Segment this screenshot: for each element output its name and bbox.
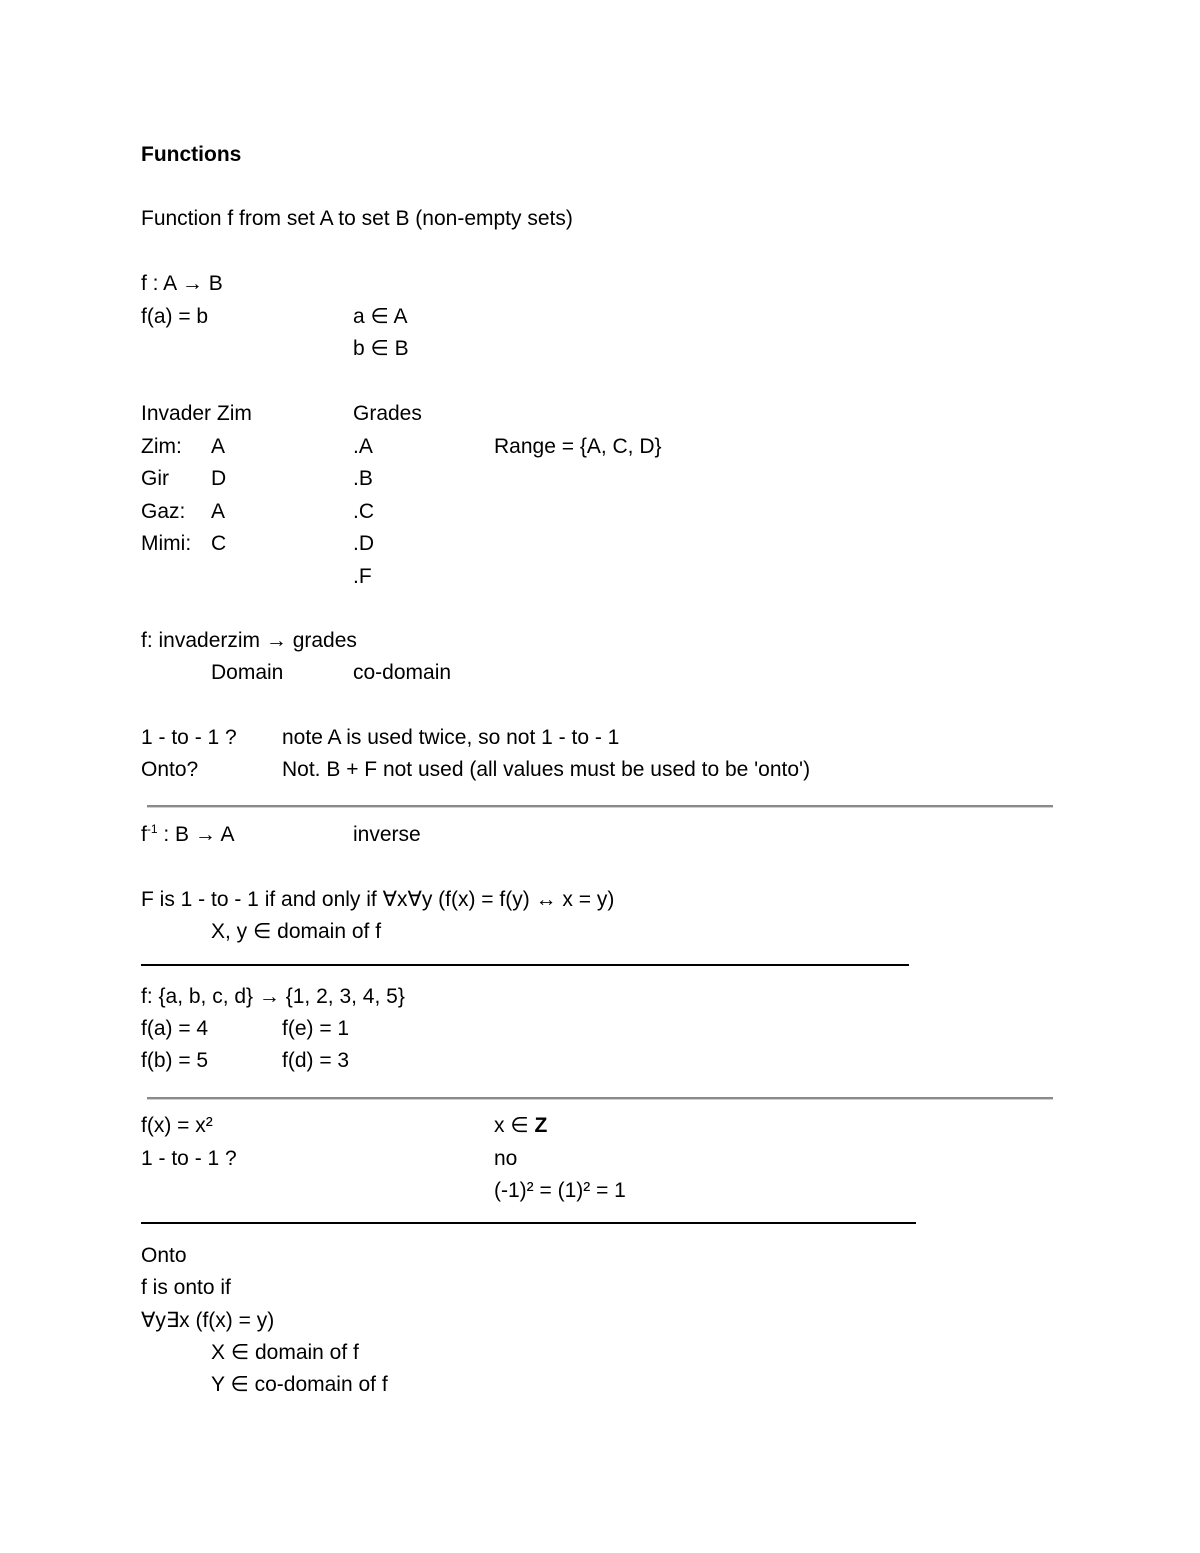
row-grade: A [211, 435, 226, 458]
codomain-item: .F [353, 565, 372, 588]
square-function: f(x) = x² [141, 1114, 213, 1137]
one-to-one-question: 1 - to - 1 ? [141, 1147, 237, 1170]
one-to-one-answer: no [494, 1147, 518, 1170]
codomain-item: .C [353, 500, 374, 523]
page-title: Functions [141, 143, 242, 166]
divider [147, 805, 1053, 808]
codomain-item: .D [353, 532, 374, 555]
mapping-text: f: invaderzim → grades [141, 629, 357, 652]
value-fb: f(b) = 5 [141, 1049, 209, 1072]
inverse-notation [141, 822, 235, 848]
codomain-label: co-domain [353, 661, 452, 684]
one-to-one-domain-note: X, y ∈ domain of f [211, 920, 382, 943]
domain-header: Invader Zim [141, 402, 252, 425]
x-membership [494, 1113, 547, 1139]
one-to-one-question: 1 - to - 1 ? [141, 726, 237, 749]
onto-question: Onto? [141, 758, 199, 781]
range-text: Range = {A, C, D} [494, 435, 662, 458]
row-name: Gir [141, 467, 169, 490]
one-to-one-answer: note A is used twice, so not 1 - to - 1 [282, 726, 620, 749]
codomain-header: Grades [353, 402, 422, 425]
row-name: Zim: [141, 435, 182, 458]
codomain-item: .B [353, 467, 373, 490]
inverse-f: f [141, 823, 147, 846]
row-grade: D [211, 467, 227, 490]
value-fa: f(a) = 4 [141, 1017, 209, 1040]
dash-divider [141, 1222, 916, 1224]
integer-set: Z [534, 1114, 548, 1137]
intro-text: Function f from set A to set B (non-empty sets) [141, 207, 573, 230]
dash-divider [141, 964, 909, 966]
inverse-mapping: : B → A [157, 823, 235, 846]
onto-domain-note: X ∈ domain of f [211, 1341, 359, 1364]
onto-codomain-note: Y ∈ co-domain of f [211, 1373, 388, 1396]
function-notation: f : A → B [141, 272, 223, 295]
onto-formula: ∀y∃x (f(x) = y) [141, 1309, 275, 1332]
onto-definition: f is onto if [141, 1276, 231, 1299]
row-name: Gaz: [141, 500, 186, 523]
value-fd: f(d) = 3 [282, 1049, 350, 1072]
onto-heading: Onto [141, 1244, 187, 1267]
codomain-item: .A [353, 435, 373, 458]
inverse-label: inverse [353, 823, 421, 846]
function-apply: f(a) = b [141, 305, 209, 328]
inverse-superscript: -1 [146, 822, 158, 836]
counterexample: (-1)² = (1)² = 1 [494, 1179, 626, 1202]
value-fe: f(e) = 1 [282, 1017, 350, 1040]
onto-answer: Not. B + F not used (all values must be used to be 'onto') [282, 758, 811, 781]
divider [147, 1097, 1053, 1100]
row-grade: C [211, 532, 227, 555]
one-to-one-definition: F is 1 - to - 1 if and only if ∀x∀y (f(x) = f(y) ↔ x = y) [141, 888, 615, 911]
mapping-text: f: {a, b, c, d} → {1, 2, 3, 4, 5} [141, 985, 405, 1008]
x-in-text: x ∈ [494, 1114, 535, 1137]
domain-label: Domain [211, 661, 284, 684]
a-membership: a ∈ A [353, 305, 408, 328]
b-membership: b ∈ B [353, 337, 409, 360]
row-grade: A [211, 500, 226, 523]
row-name: Mimi: [141, 532, 192, 555]
